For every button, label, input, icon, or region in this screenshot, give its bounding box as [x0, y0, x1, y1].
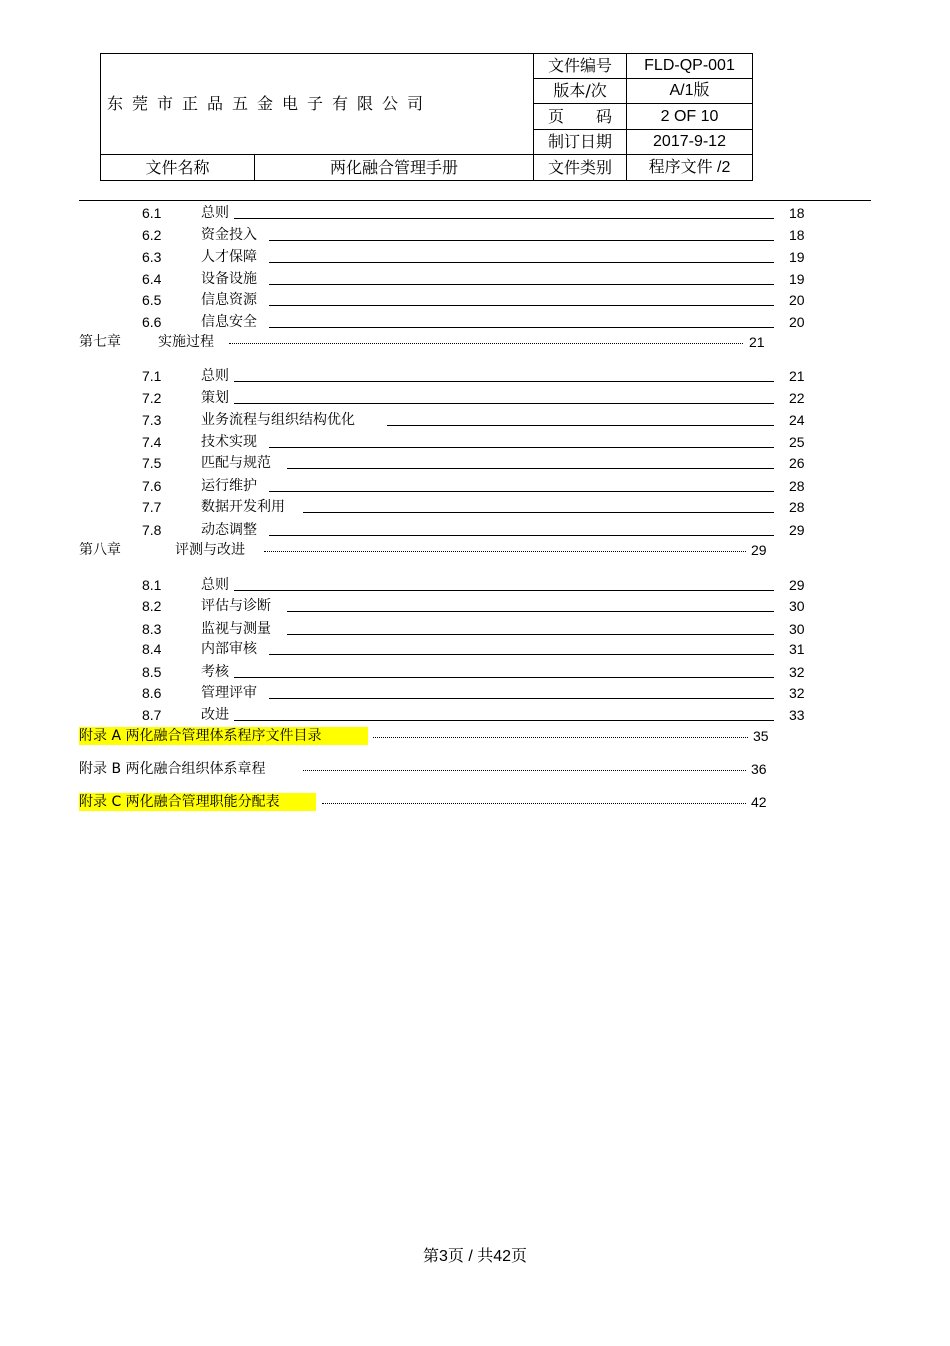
doc-no-label: 文件编号 — [534, 54, 627, 79]
page-number: 33 — [789, 707, 805, 723]
section-title: 内部审核 — [201, 641, 257, 657]
date-label: 制订日期 — [534, 130, 627, 155]
leader-line — [234, 720, 774, 721]
page-number: 21 — [789, 368, 805, 384]
toc-appendix[interactable] — [0, 727, 950, 745]
toc-entry[interactable] — [0, 389, 950, 407]
toc-chapter[interactable] — [0, 541, 950, 559]
section-number: 8.1 — [142, 577, 162, 593]
section-number: 7.1 — [142, 368, 162, 384]
appendix-title: 附录 B 两化融合组织体系章程 — [79, 761, 266, 777]
page-number: 26 — [789, 455, 805, 471]
leader-dots — [303, 770, 746, 771]
page-number: 29 — [789, 522, 805, 538]
section-title: 信息资源 — [201, 292, 257, 308]
appendix-title: 附录 C 两化融合管理职能分配表 — [79, 793, 316, 811]
leader-line — [287, 611, 774, 612]
toc-entry[interactable] — [0, 684, 950, 702]
doc-name-label: 文件名称 — [101, 155, 255, 181]
page-number: 29 — [789, 577, 805, 593]
company-name: 东莞市正品五金电子有限公司 — [101, 54, 534, 155]
section-number: 7.3 — [142, 412, 162, 428]
chapter-label: 第八章 — [79, 542, 121, 558]
page-number: 30 — [789, 621, 805, 637]
toc-entry[interactable] — [0, 706, 950, 724]
toc-entry[interactable] — [0, 597, 950, 615]
page-number: 18 — [789, 227, 805, 243]
toc-entry[interactable] — [0, 454, 950, 472]
leader-line — [234, 218, 774, 219]
toc-entry[interactable] — [0, 477, 950, 495]
page-number: 18 — [789, 205, 805, 221]
leader-line — [234, 590, 774, 591]
toc-entry[interactable] — [0, 204, 950, 222]
leader-line — [269, 327, 774, 328]
section-number: 6.4 — [142, 271, 162, 287]
page-number: 35 — [753, 728, 769, 744]
section-title: 总则 — [201, 205, 229, 221]
section-title: 管理评审 — [201, 685, 257, 701]
section-title: 改进 — [201, 707, 229, 723]
leader-dots — [264, 551, 746, 552]
page-number: 28 — [789, 499, 805, 515]
page-value: 2 OF 10 — [627, 104, 753, 130]
section-title: 资金投入 — [201, 227, 257, 243]
section-number: 7.4 — [142, 434, 162, 450]
toc-entry[interactable] — [0, 498, 950, 516]
page-number: 42 — [751, 794, 767, 810]
section-title: 监视与测量 — [201, 621, 271, 637]
leader-line — [287, 468, 774, 469]
leader-line — [269, 447, 774, 448]
date-value: 2017-9-12 — [627, 130, 753, 155]
section-title: 业务流程与组织结构优化 — [201, 412, 355, 428]
page-number: 28 — [789, 478, 805, 494]
section-title: 设备设施 — [201, 271, 257, 287]
toc-chapter[interactable] — [0, 333, 950, 351]
page-number: 21 — [749, 334, 765, 350]
section-number: 6.6 — [142, 314, 162, 330]
section-title: 匹配与规范 — [201, 455, 271, 471]
leader-line — [303, 512, 774, 513]
chapter-title: 实施过程 — [158, 334, 214, 350]
toc-entry[interactable] — [0, 313, 950, 331]
page-number: 24 — [789, 412, 805, 428]
toc-entry[interactable] — [0, 270, 950, 288]
doc-no-value: FLD-QP-001 — [627, 54, 753, 79]
toc-entry[interactable] — [0, 248, 950, 266]
section-title: 信息安全 — [201, 314, 257, 330]
page-label: 页 码 — [534, 104, 627, 130]
toc-entry[interactable] — [0, 576, 950, 594]
footer-prefix: 第 — [422, 1248, 439, 1265]
leader-line — [269, 284, 774, 285]
page-number: 36 — [751, 761, 767, 777]
section-title: 人才保障 — [201, 249, 257, 265]
toc-entry[interactable] — [0, 433, 950, 451]
page-number: 22 — [789, 390, 805, 406]
doc-type-value: 程序文件 /2 — [627, 155, 753, 181]
section-title: 总则 — [201, 368, 229, 384]
section-number: 8.7 — [142, 707, 162, 723]
toc-entry[interactable] — [0, 291, 950, 309]
page-number: 31 — [789, 641, 805, 657]
leader-line — [269, 698, 774, 699]
footer-total-pages: 42 — [493, 1248, 512, 1265]
leader-line — [269, 491, 774, 492]
leader-line — [287, 634, 774, 635]
version-label: 版本/次 — [534, 79, 627, 104]
leader-line — [234, 677, 774, 678]
section-title: 数据开发利用 — [201, 499, 285, 515]
leader-dots — [373, 737, 748, 738]
page-number: 30 — [789, 598, 805, 614]
doc-type-label: 文件类别 — [534, 155, 627, 181]
page-number: 19 — [789, 249, 805, 265]
section-number: 7.5 — [142, 455, 162, 471]
toc-entry[interactable] — [0, 640, 950, 658]
page-number: 32 — [789, 664, 805, 680]
toc-entry[interactable] — [0, 411, 950, 429]
section-number: 8.5 — [142, 664, 162, 680]
section-title: 评估与诊断 — [201, 598, 271, 614]
leader-line — [234, 381, 774, 382]
leader-line — [234, 403, 774, 404]
toc-entry[interactable] — [0, 226, 950, 244]
section-number: 6.1 — [142, 205, 162, 221]
page-number: 25 — [789, 434, 805, 450]
footer-suffix: 页 — [511, 1248, 528, 1265]
leader-dots — [229, 343, 743, 344]
page-number: 19 — [789, 271, 805, 287]
section-number: 7.8 — [142, 522, 162, 538]
page-number: 20 — [789, 292, 805, 308]
leader-line — [269, 240, 774, 241]
section-number: 8.2 — [142, 598, 162, 614]
section-number: 8.3 — [142, 621, 162, 637]
toc-appendix[interactable] — [0, 793, 950, 811]
section-title: 策划 — [201, 390, 229, 406]
page-number: 29 — [751, 542, 767, 558]
section-number: 6.3 — [142, 249, 162, 265]
appendix-title: 附录 A 两化融合管理体系程序文件目录 — [79, 727, 368, 745]
section-title: 运行维护 — [201, 478, 257, 494]
section-number: 6.5 — [142, 292, 162, 308]
section-number: 7.2 — [142, 390, 162, 406]
toc-appendix[interactable] — [0, 760, 950, 778]
section-number: 8.4 — [142, 641, 162, 657]
footer-current-page: 3 — [438, 1248, 448, 1265]
chapter-label: 第七章 — [79, 334, 121, 350]
section-title: 总则 — [201, 577, 229, 593]
version-value: A/1版 — [627, 79, 753, 104]
page-number: 32 — [789, 685, 805, 701]
section-title: 动态调整 — [201, 522, 257, 538]
footer-mid: 页 / 共 — [447, 1248, 494, 1265]
toc-entry[interactable] — [0, 521, 950, 539]
leader-line — [269, 305, 774, 306]
toc-entry[interactable] — [0, 620, 950, 638]
section-number: 7.7 — [142, 499, 162, 515]
section-number: 8.6 — [142, 685, 162, 701]
toc-entry[interactable] — [0, 663, 950, 681]
section-title: 考核 — [201, 664, 229, 680]
section-number: 7.6 — [142, 478, 162, 494]
leader-line — [269, 535, 774, 536]
leader-line — [387, 425, 774, 426]
section-title: 技术实现 — [201, 434, 257, 450]
chapter-title: 评测与改进 — [175, 542, 245, 558]
page-footer — [0, 1243, 950, 1266]
page-number: 20 — [789, 314, 805, 330]
leader-line — [269, 262, 774, 263]
leader-dots — [322, 803, 746, 804]
leader-line — [269, 654, 774, 655]
doc-name-value: 两化融合管理手册 — [255, 155, 534, 181]
section-number: 6.2 — [142, 227, 162, 243]
toc-entry[interactable] — [0, 367, 950, 385]
